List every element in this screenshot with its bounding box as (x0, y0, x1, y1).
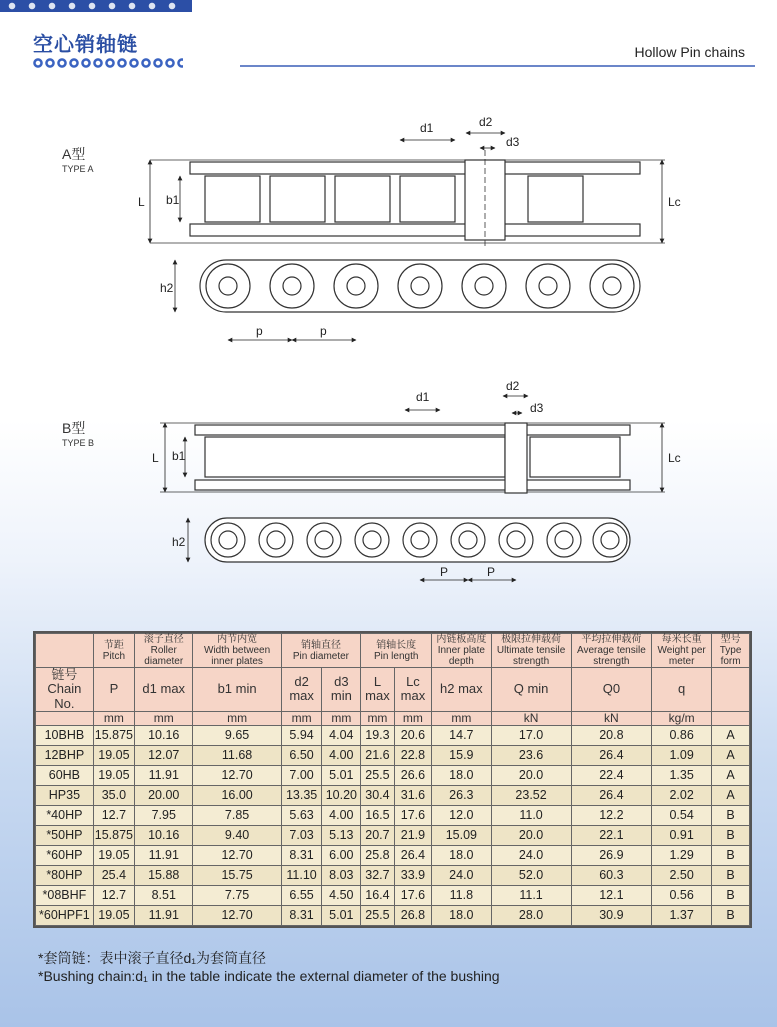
sym-type-empty (712, 668, 750, 712)
dim-d2-b: d2 (506, 379, 520, 393)
sym-P: P (93, 668, 134, 712)
table-cell: 1.37 (652, 905, 712, 925)
table-cell: 22.8 (394, 746, 431, 766)
table-cell: HP35 (36, 786, 94, 806)
table-cell: 6.50 (281, 746, 322, 766)
page-title-en: Hollow Pin chains (634, 44, 745, 60)
table-cell: 26.4 (571, 786, 652, 806)
table-cell: 11.91 (135, 845, 193, 865)
table-cell: 15.875 (93, 726, 134, 746)
header-plate-depth: 内链板高度 Inner plate depth (432, 634, 491, 668)
table-cell: 19.3 (361, 726, 394, 746)
table-cell: 26.4 (394, 845, 431, 865)
table-cell: 22.1 (571, 826, 652, 846)
header-weight: 每米长重 Weight per meter (652, 634, 712, 668)
table-cell: 26.9 (571, 845, 652, 865)
table-cell: 2.50 (652, 865, 712, 885)
dim-d1-b: d1 (416, 390, 430, 404)
table-cell: 10.16 (135, 726, 193, 746)
table-cell: 5.01 (322, 766, 361, 786)
table-cell: 5.63 (281, 806, 322, 826)
table-cell: 11.91 (135, 905, 193, 925)
table-cell: 7.03 (281, 826, 322, 846)
type-a-label-cn: A型 (62, 146, 86, 162)
table-cell: 18.0 (432, 766, 491, 786)
dim-b1-a: b1 (166, 193, 180, 207)
unit-d3: mm (322, 711, 361, 725)
table-cell: 19.05 (93, 766, 134, 786)
table-cell: 31.6 (394, 786, 431, 806)
dim-Lc-b: Lc (668, 451, 681, 465)
table-cell: 12.07 (135, 746, 193, 766)
table-cell: 30.4 (361, 786, 394, 806)
table-cell: 10.16 (135, 826, 193, 846)
table-cell: 19.05 (93, 845, 134, 865)
table-cell: 9.40 (193, 826, 281, 846)
header-roller: 滚子直径 Roller diameter (135, 634, 193, 668)
header-pin-diameter: 销轴直径 Pin diameter (281, 634, 361, 668)
dim-P-b1: P (440, 565, 449, 579)
table-cell: 0.86 (652, 726, 712, 746)
table-cell: 20.0 (491, 766, 571, 786)
header-cn-chain (36, 634, 94, 668)
table-cell: 12.70 (193, 766, 281, 786)
table-cell: 17.0 (491, 726, 571, 746)
table-cell: *08BHF (36, 885, 94, 905)
table-cell: A (712, 786, 750, 806)
table-cell: 0.91 (652, 826, 712, 846)
table-row (36, 865, 750, 885)
table-row (36, 766, 750, 786)
footnote-cn: *套筒链：表中滚子直径d₁为套筒直径 (38, 950, 266, 966)
table-cell: 2.02 (652, 786, 712, 806)
table-cell: 11.8 (432, 885, 491, 905)
table-cell: 12.0 (432, 806, 491, 826)
unit-d2: mm (281, 711, 322, 725)
chain-icon (33, 58, 183, 68)
table-cell: 28.0 (491, 905, 571, 925)
sym-Lc: Lc max (394, 668, 431, 712)
dim-p-a1: p (256, 324, 263, 338)
table-cell: 21.9 (394, 826, 431, 846)
table-row (36, 806, 750, 826)
table-cell: 21.6 (361, 746, 394, 766)
table-cell: *50HP (36, 826, 94, 846)
unit-Q: kN (491, 711, 571, 725)
table-cell: 16.00 (193, 786, 281, 806)
unit-Lc: mm (394, 711, 431, 725)
chain-drawings (0, 100, 777, 620)
table-cell: 5.13 (322, 826, 361, 846)
table-cell: 7.95 (135, 806, 193, 826)
table-cell: 19.05 (93, 746, 134, 766)
table-cell: 6.55 (281, 885, 322, 905)
dim-d3-b: d3 (530, 401, 544, 415)
table-cell: 17.6 (394, 806, 431, 826)
table-cell: B (712, 826, 750, 846)
table-cell: A (712, 746, 750, 766)
type-b-label-cn: B型 (62, 420, 86, 436)
sym-d2: d2 max (281, 668, 322, 712)
spec-table-body (36, 726, 750, 926)
footnote-en: *Bushing chain:d₁ in the table indicate the external diameter of the bushing (38, 968, 500, 984)
table-cell: 1.09 (652, 746, 712, 766)
sym-d1: d1 max (135, 668, 193, 712)
table-cell: 4.50 (322, 885, 361, 905)
table-cell: 8.03 (322, 865, 361, 885)
table-row (36, 746, 750, 766)
table-cell: 12.70 (193, 845, 281, 865)
table-cell: 11.91 (135, 766, 193, 786)
table-row (36, 786, 750, 806)
header-width: 内节内宽 Width between inner plates (193, 634, 281, 668)
table-cell: *40HP (36, 806, 94, 826)
table-cell: *60HP (36, 845, 94, 865)
table-cell: A (712, 726, 750, 746)
table-cell: *60HPF1 (36, 905, 94, 925)
sym-q: q (652, 668, 712, 712)
sym-Q0: Q0 (571, 668, 652, 712)
table-cell: 12.7 (93, 806, 134, 826)
sym-b1: b1 min (193, 668, 281, 712)
header-average: 平均拉伸载荷 Average tensile strength (571, 634, 652, 668)
table-cell: 4.04 (322, 726, 361, 746)
table-cell: 15.75 (193, 865, 281, 885)
sym-d3: d3 min (322, 668, 361, 712)
table-cell: 60HB (36, 766, 94, 786)
table-cell: 11.0 (491, 806, 571, 826)
type-a-label-en: TYPE A (62, 164, 94, 174)
table-cell: 11.10 (281, 865, 322, 885)
table-cell: 10BHB (36, 726, 94, 746)
dim-Lc-a: Lc (668, 195, 681, 209)
table-cell: 24.0 (432, 865, 491, 885)
table-cell: 7.75 (193, 885, 281, 905)
table-cell: 15.875 (93, 826, 134, 846)
dim-p-a2: p (320, 324, 327, 338)
unit-width: mm (193, 711, 281, 725)
table-cell: 19.05 (93, 905, 134, 925)
header-chain-no: 链号 Chain No. (36, 668, 94, 712)
header-pin-length: 销轴长度 Pin length (361, 634, 432, 668)
dim-P-b2: P (487, 565, 496, 579)
table-cell: B (712, 885, 750, 905)
table-cell: 15.09 (432, 826, 491, 846)
table-row (36, 885, 750, 905)
table-cell: 0.56 (652, 885, 712, 905)
table-cell: 26.3 (432, 786, 491, 806)
table-cell: 7.00 (281, 766, 322, 786)
table-row (36, 845, 750, 865)
dim-L-b: L (152, 451, 159, 465)
table-cell: A (712, 766, 750, 786)
table-cell: 17.6 (394, 885, 431, 905)
table-cell: 30.9 (571, 905, 652, 925)
unit-type-empty (712, 711, 750, 725)
table-cell: B (712, 806, 750, 826)
table-cell: 18.0 (432, 845, 491, 865)
chain-pattern-decoration (6, 0, 186, 12)
table-cell: 20.0 (491, 826, 571, 846)
table-cell: 22.4 (571, 766, 652, 786)
dim-h2-a: h2 (160, 281, 174, 295)
table-cell: 24.0 (491, 845, 571, 865)
table-cell: 8.51 (135, 885, 193, 905)
sym-h2: h2 max (432, 668, 491, 712)
table-cell: 20.00 (135, 786, 193, 806)
table-cell: 9.65 (193, 726, 281, 746)
unit-empty (36, 711, 94, 725)
table-cell: 25.5 (361, 766, 394, 786)
table-cell: 8.31 (281, 905, 322, 925)
table-cell: 23.6 (491, 746, 571, 766)
table-cell: 20.7 (361, 826, 394, 846)
sym-L: L max (361, 668, 394, 712)
sym-Q: Q min (491, 668, 571, 712)
table-cell: 12.7 (93, 885, 134, 905)
table-cell: 26.8 (394, 905, 431, 925)
dim-d1-a: d1 (420, 121, 434, 135)
technical-drawing-svg (0, 100, 777, 620)
table-cell: 35.0 (93, 786, 134, 806)
table-cell: 60.3 (571, 865, 652, 885)
top-decoration-bar (0, 0, 192, 12)
table-cell: 20.6 (394, 726, 431, 746)
page-title-cn: 空心销轴链 (33, 34, 138, 56)
table-cell: *80HP (36, 865, 94, 885)
table-cell: 8.31 (281, 845, 322, 865)
dim-b1-b: b1 (172, 449, 186, 463)
unit-Q0: kN (571, 711, 652, 725)
table-cell: 25.8 (361, 845, 394, 865)
table-cell: 4.00 (322, 806, 361, 826)
table-cell: 15.88 (135, 865, 193, 885)
unit-L: mm (361, 711, 394, 725)
dim-d3-a: d3 (506, 135, 520, 149)
type-b-label-en: TYPE B (62, 438, 95, 448)
table-cell: 11.1 (491, 885, 571, 905)
table-cell: 4.00 (322, 746, 361, 766)
table-cell: 33.9 (394, 865, 431, 885)
table-cell: 12BHP (36, 746, 94, 766)
table-cell: 25.4 (93, 865, 134, 885)
table-cell: 1.35 (652, 766, 712, 786)
table-row (36, 905, 750, 925)
table-cell: 14.7 (432, 726, 491, 746)
table-row (36, 826, 750, 846)
table-cell: 11.68 (193, 746, 281, 766)
header-pitch: 节距 Pitch (93, 634, 134, 668)
table-cell: 0.54 (652, 806, 712, 826)
header-type: 型号 Type form (712, 634, 750, 668)
table-cell: 26.4 (571, 746, 652, 766)
table-cell: 6.00 (322, 845, 361, 865)
header-ultimate: 极限拉伸载荷 Ultimate tensile strength (491, 634, 571, 668)
table-cell: 16.5 (361, 806, 394, 826)
table-cell: 16.4 (361, 885, 394, 905)
table-cell: 7.85 (193, 806, 281, 826)
header-divider (240, 65, 755, 67)
table-cell: 32.7 (361, 865, 394, 885)
unit-roller: mm (135, 711, 193, 725)
table-cell: 13.35 (281, 786, 322, 806)
table-cell: 12.70 (193, 905, 281, 925)
dim-L-a: L (138, 195, 145, 209)
unit-h2: mm (432, 711, 491, 725)
spec-table (33, 631, 752, 928)
table-cell: 15.9 (432, 746, 491, 766)
table-cell: 5.01 (322, 905, 361, 925)
table-cell: B (712, 905, 750, 925)
table-cell: 25.5 (361, 905, 394, 925)
table-cell: B (712, 845, 750, 865)
table-cell: 5.94 (281, 726, 322, 746)
table-cell: B (712, 865, 750, 885)
table-cell: 18.0 (432, 905, 491, 925)
unit-pitch: mm (93, 711, 134, 725)
table-row (36, 726, 750, 746)
dim-d2-a: d2 (479, 115, 493, 129)
dim-h2-b: h2 (172, 535, 186, 549)
table-cell: 26.6 (394, 766, 431, 786)
table-cell: 52.0 (491, 865, 571, 885)
unit-q: kg/m (652, 711, 712, 725)
table-cell: 1.29 (652, 845, 712, 865)
table-cell: 12.2 (571, 806, 652, 826)
table-cell: 10.20 (322, 786, 361, 806)
table-cell: 12.1 (571, 885, 652, 905)
table-cell: 23.52 (491, 786, 571, 806)
table-cell: 20.8 (571, 726, 652, 746)
